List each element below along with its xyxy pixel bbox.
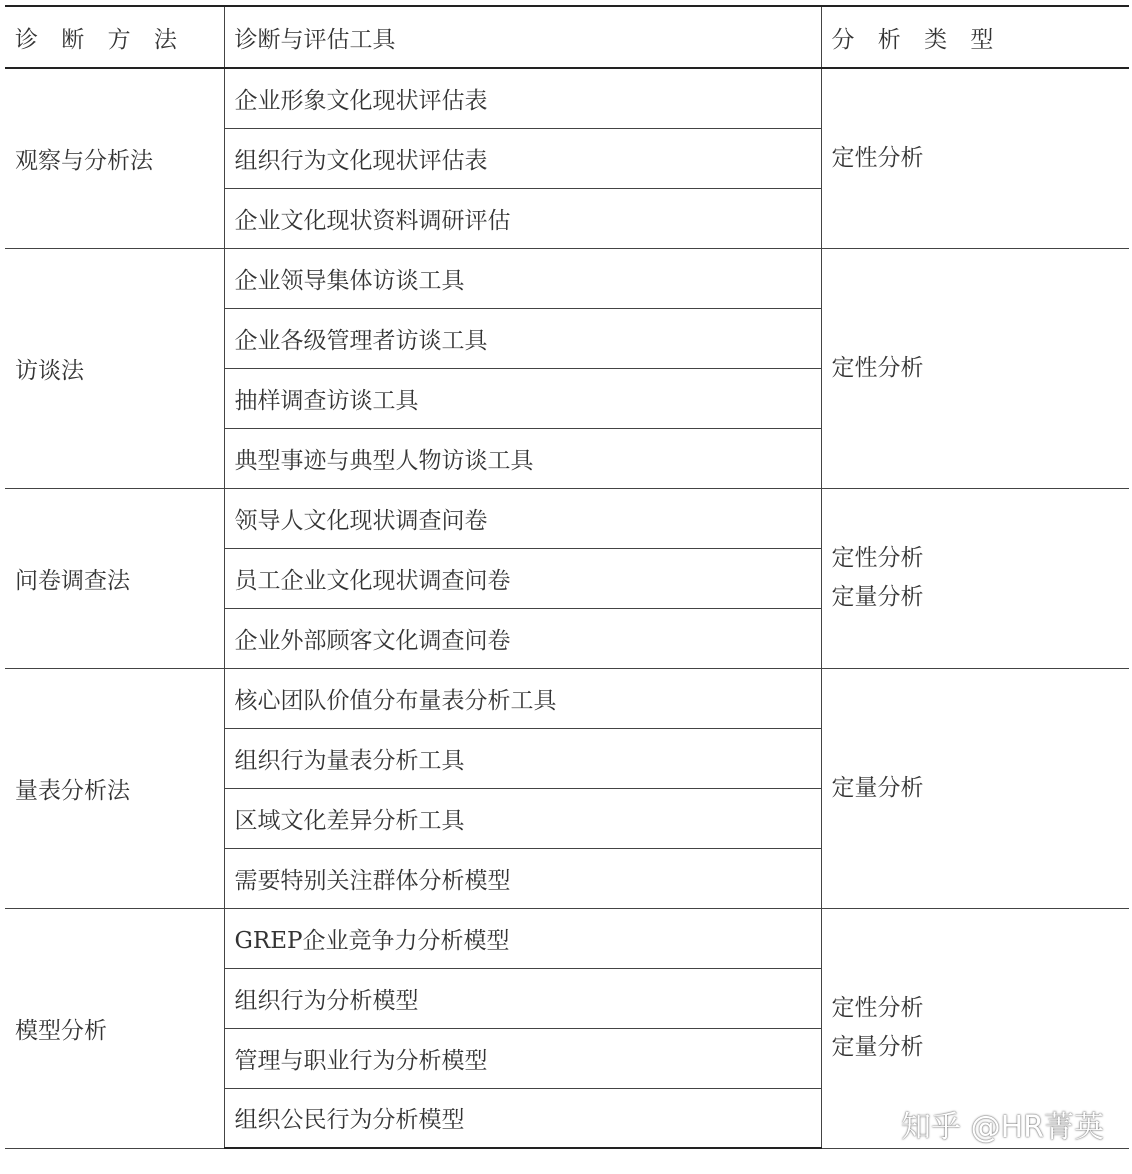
tool-cell: 组织公民行为分析模型: [224, 1088, 821, 1148]
watermark: 知乎 @HR菁英: [901, 1110, 1104, 1145]
method-cell: 问卷调查法: [5, 488, 224, 668]
analysis-type-cell: [821, 68, 1129, 248]
header-tools: 诊断与评估工具: [224, 6, 821, 68]
method-cell: 模型分析: [5, 908, 224, 1148]
table-body: [5, 68, 1129, 1148]
tool-cell: 员工企业文化现状调查问卷: [224, 548, 821, 608]
analysis-type-label: 定性分析: [831, 144, 924, 171]
table-header-row: [5, 6, 1129, 68]
tool-cell: 抽样调查访谈工具: [224, 368, 821, 428]
analysis-type-label: 定性分析: [831, 354, 924, 381]
table-row: [5, 908, 1129, 968]
tool-cell: 区域文化差异分析工具: [224, 788, 821, 848]
tool-cell: 需要特别关注群体分析模型: [224, 848, 821, 908]
analysis-type-label: 定性分析: [831, 995, 924, 1021]
method-cell: 观察与分析法: [5, 68, 224, 248]
tool-cell: 典型事迹与典型人物访谈工具: [224, 428, 821, 488]
diagnosis-methods-table: [5, 5, 1129, 1149]
table-row: [5, 248, 1129, 308]
tool-cell: GREP企业竞争力分析模型: [224, 908, 821, 968]
table-row: [5, 668, 1129, 728]
table-row: [5, 68, 1129, 128]
analysis-type-cell: [821, 488, 1129, 668]
tool-cell: 核心团队价值分布量表分析工具: [224, 668, 821, 728]
analysis-type-label: 定量分析: [831, 1034, 924, 1060]
method-cell: 量表分析法: [5, 668, 224, 908]
tool-cell: 企业各级管理者访谈工具: [224, 308, 821, 368]
analysis-type-label: 定量分析: [831, 774, 924, 801]
tool-cell: 组织行为分析模型: [224, 968, 821, 1028]
table-row: [5, 488, 1129, 548]
tool-cell: 组织行为量表分析工具: [224, 728, 821, 788]
tool-cell: 企业文化现状资料调研评估: [224, 188, 821, 248]
tool-cell: 领导人文化现状调查问卷: [224, 488, 821, 548]
analysis-type-cell: [821, 668, 1129, 908]
tool-cell: 管理与职业行为分析模型: [224, 1028, 821, 1088]
header-method: 诊 断 方 法: [5, 6, 224, 68]
analysis-type-label: 定量分析: [831, 584, 924, 610]
analysis-type-cell: [821, 248, 1129, 488]
analysis-type-label: 定性分析: [831, 545, 924, 571]
tool-cell: 企业外部顾客文化调查问卷: [224, 608, 821, 668]
method-cell: 访谈法: [5, 248, 224, 488]
tool-cell: 企业形象文化现状评估表: [224, 68, 821, 128]
tool-cell: 组织行为文化现状评估表: [224, 128, 821, 188]
tool-cell: 企业领导集体访谈工具: [224, 248, 821, 308]
header-analysis-type: 分 析 类 型: [821, 6, 1129, 68]
